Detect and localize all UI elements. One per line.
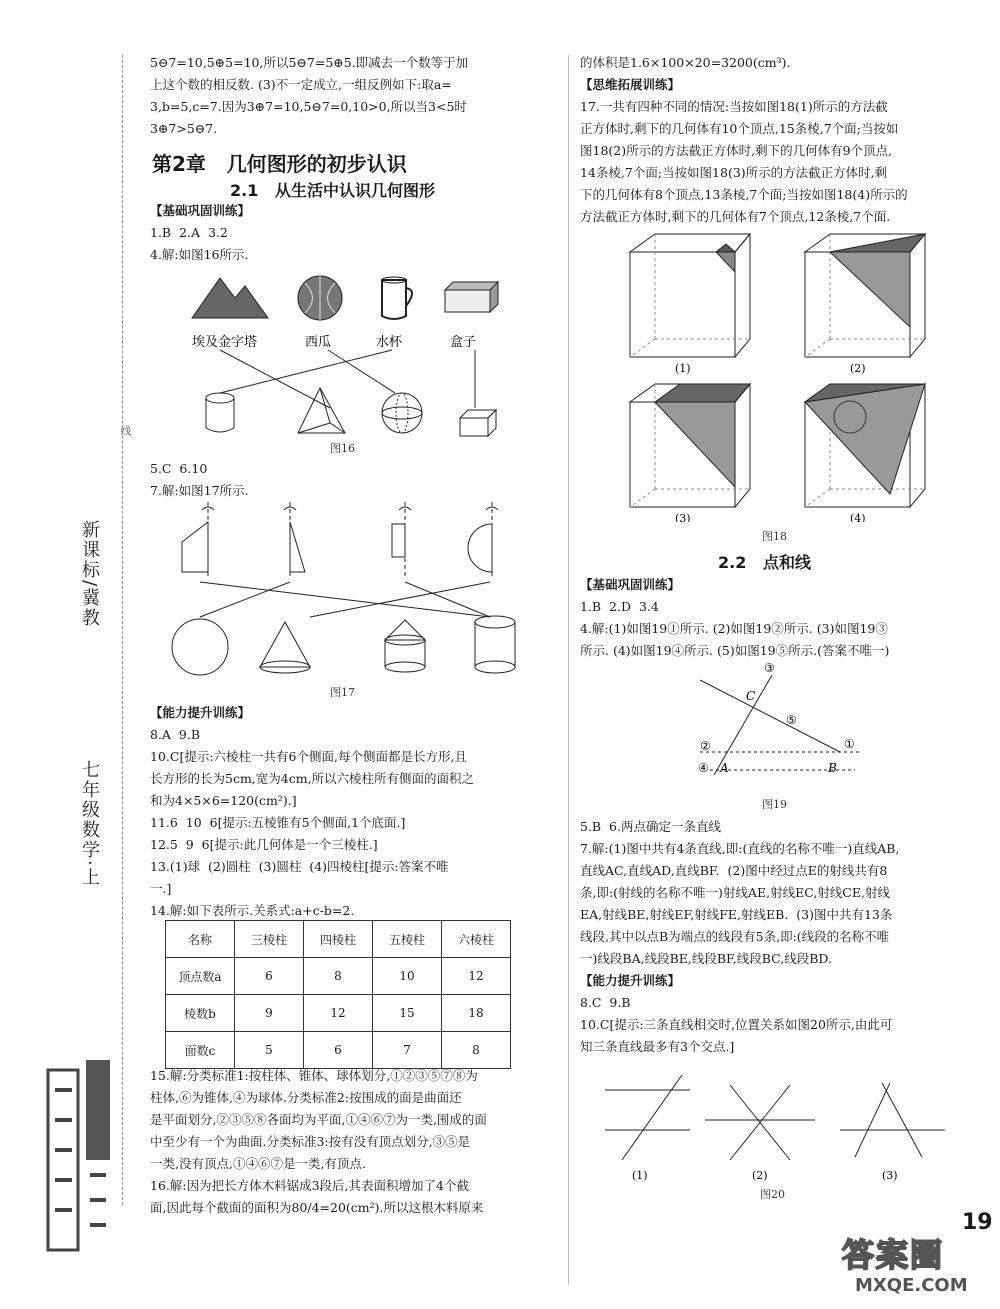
figure-19	[680, 660, 880, 780]
answer-17-line: 方法截正方体时,剩下的几何体有7个顶点,12条棱,7个面.	[580, 209, 891, 224]
answer-10-line: 10.C[提示:六棱柱一共有6个侧面,每个侧面都是长方形,且	[150, 749, 467, 764]
fig19-label: ②	[700, 739, 711, 753]
fig19-label: ③	[764, 661, 775, 675]
answers-8-9-right: 8.C 9.B	[580, 995, 631, 1010]
table-cell: 6	[304, 1032, 373, 1069]
fig16-label: 西瓜	[305, 335, 332, 350]
ability-heading: 【能力提升训练】	[150, 705, 251, 720]
fig16-label: 埃及金字塔	[192, 335, 258, 350]
answer-15-line: 中至少有一个为曲面.分类标准3:按有没有顶点划分,③⑤是	[150, 1134, 471, 1149]
fig19-label: ①	[844, 737, 855, 751]
answer-7: 7.解:如图17所示.	[150, 483, 249, 498]
answers-1-3-right: 1.B 2.D 3.4	[580, 599, 659, 614]
fig19-label: ④	[698, 761, 709, 775]
answers-5-6: 5.C 6.10	[150, 461, 208, 476]
answer-15-line: 柱体,⑥为锥体,④为球体.分类标准2:按围成的面是曲面还	[150, 1090, 462, 1105]
answer-15	[150, 1065, 487, 1175]
fig20-caption: 图20	[760, 1188, 785, 1201]
cube-4	[805, 384, 925, 507]
answer-12: 12.5 9 6[提示:此几何体是一个三棱柱.]	[150, 837, 378, 852]
chapter-title: 第2章 几何图形的初步认识	[152, 152, 407, 176]
answer-10-right	[580, 1014, 892, 1058]
answer-16	[150, 1175, 484, 1219]
box-picture	[445, 282, 498, 290]
figure-20-graphic	[600, 1075, 950, 1185]
fig20-label: (1)	[632, 1169, 648, 1182]
fig20-label: (3)	[882, 1169, 898, 1182]
properties-table	[165, 920, 511, 1069]
cube-label: (1)	[675, 362, 691, 375]
answer-10-line: 和为4×5×6=120(cm²).]	[150, 793, 297, 808]
right-top-line: 的体积是1.6×100×20=3200(cm³).	[580, 55, 791, 70]
answers-8-9: 8.A 9.B	[150, 727, 201, 742]
figure-19-graphic	[680, 660, 880, 780]
table-header-cell: 六棱柱	[442, 921, 511, 958]
section-2-2-title: 2.2 点和线	[718, 553, 812, 572]
sidebar-divider	[122, 55, 123, 1205]
fig19-label: A	[720, 761, 729, 775]
answer-17-line: 图18(2)所示的方法截正方体时,剩下的几何体有9个顶点,	[580, 143, 893, 158]
fig19-label: C	[746, 689, 756, 703]
figure-18	[620, 232, 940, 522]
answers-5-6-right: 5.B 6.两点确定一条直线	[580, 819, 721, 834]
answer-7-line: 线段,其中以点B为端点的线段有5条,即:(线段的名称不唯	[580, 929, 890, 944]
fig19-label: ⑤	[786, 713, 797, 727]
left-column	[150, 52, 560, 140]
thinking-heading: 【思维拓展训练】	[580, 77, 681, 92]
answer-16-line: 16.解:因为把长方体木料锯成3段后,其表面积增加了4个截	[150, 1178, 469, 1193]
figure-18-graphic	[620, 232, 940, 522]
figure-16	[180, 268, 520, 468]
table-cell: 12	[442, 958, 511, 995]
section-title: 2.1 从生活中认识几何图形	[230, 181, 436, 200]
sidebar	[0, 0, 140, 1309]
watermark-logo: 答案圈	[842, 1236, 945, 1274]
table-cell: 18	[442, 995, 511, 1032]
fig19-label: B	[828, 761, 837, 775]
table-header-cell: 三棱柱	[235, 921, 304, 958]
answer-7-line: 一)线段BA,线段BE,线段BF,线段BC,线段BD.	[580, 951, 832, 966]
answer-4: 4.解:如图16所示.	[150, 247, 249, 262]
fig16-caption: 图16	[330, 442, 355, 455]
table-row	[166, 958, 511, 995]
answer-7-line: EA,射线BE,射线EF,射线FE,射线EB. (3)图中共有13条	[580, 907, 893, 922]
answer-4-line: 所示. (4)如图19④所示. (5)如图19⑤所示.(答案不唯一)	[580, 643, 890, 658]
answer-10-line: 10.C[提示:三条直线相交时,位置关系如图20所示,由此可	[580, 1017, 893, 1032]
answer-13-line: 13.(1)球 (2)圆柱 (3)圆柱 (4)四棱柱[提示:答案不唯	[150, 859, 449, 874]
table-header-cell: 名称	[166, 921, 235, 958]
answer-10	[150, 746, 474, 812]
answer-13	[150, 856, 449, 900]
table-cell: 5	[235, 1032, 304, 1069]
answer-15-line: 是平面划分,②③⑤⑧各面均为平面,①④⑥⑦为一类,围成的面	[150, 1112, 487, 1127]
table-cell: 8	[304, 958, 373, 995]
cup-picture	[382, 280, 406, 319]
column-divider	[568, 55, 569, 1285]
sidebar-top-text: 新课标/冀教	[79, 520, 100, 629]
table-cell: 9	[235, 995, 304, 1032]
fig20-label: (2)	[752, 1169, 768, 1182]
table-header-row	[166, 921, 511, 958]
answer-13-line: 一.]	[150, 881, 172, 896]
answer-11: 11.6 10 6[提示:五棱锥有5个侧面,1个底面.]	[150, 815, 406, 830]
table-cell: 面数c	[166, 1032, 235, 1069]
answer-7-line: 7.解:(1)图中共有4条直线,即:(直线的名称不唯一)直线AB,	[580, 841, 900, 856]
figure-20	[600, 1075, 950, 1185]
answer-15-line: 一类,没有顶点,①④⑥⑦是一类,有顶点.	[150, 1156, 366, 1171]
answer-15-line: 15.解:分类标准1:按柱体、锥体、球体划分,①②③⑤⑦⑧为	[150, 1068, 478, 1083]
table-cell: 8	[442, 1032, 511, 1069]
cube-label: (4)	[850, 512, 866, 522]
basic-heading: 【基础巩固训练】	[150, 203, 251, 218]
fig17-caption: 图17	[330, 686, 355, 699]
answer-17-line: 正方体时,剩下的几何体有10个顶点,15条棱,7个面;当按如	[580, 121, 899, 136]
answer-7-line: 条,即:(射线的名称不唯一)射线AE,射线EC,射线CE,射线	[580, 885, 890, 900]
table-header-cell: 五棱柱	[373, 921, 442, 958]
answer-4-right	[580, 618, 889, 662]
intro-line: 3⊕7>5⊖7.	[150, 121, 218, 136]
fig16-label: 水杯	[376, 335, 403, 350]
cube-label: (3)	[675, 512, 691, 522]
cube-label: (2)	[850, 362, 866, 375]
answer-10-line: 知三条直线最多有3个交点.]	[580, 1039, 735, 1054]
basic-heading-2: 【基础巩固训练】	[580, 577, 681, 592]
cube-2	[805, 234, 925, 357]
brand-logo-graphic	[40, 1050, 120, 1260]
intro-line: 5⊖7=10,5⊕5=10,所以5⊖7=5⊕5.即减去一个数等于加	[150, 55, 469, 70]
table-row	[166, 995, 511, 1032]
answer-7-right	[580, 838, 899, 970]
watermark-url: MXQE.COM	[855, 1275, 968, 1296]
table-cell: 15	[373, 995, 442, 1032]
fig19-caption: 图19	[762, 798, 787, 811]
answer-17-line: 17.一共有四种不同的情况:当按如图18(1)所示的方法截	[580, 99, 888, 114]
table-cell: 顶点数a	[166, 958, 235, 995]
cube-3	[630, 384, 750, 507]
table-header-cell: 四棱柱	[304, 921, 373, 958]
answer-17-line: 14条棱,7个面;当按如图18(3)所示的方法截正方体时,剩	[580, 165, 888, 180]
figure-17	[160, 502, 540, 680]
answer-17	[580, 96, 908, 228]
ability-heading-2: 【能力提升训练】	[580, 973, 681, 988]
answer-10-line: 长方形的长为5cm,宽为4cm,所以六棱柱所有侧面的面积之	[150, 771, 475, 786]
table-cell: 12	[304, 995, 373, 1032]
table-cell: 10	[373, 958, 442, 995]
fig18-caption: 图18	[762, 530, 787, 543]
answer-16-line: 面,因此每个截面的面积为80/4=20(cm²).所以这根木料原来	[150, 1200, 484, 1215]
intro-line: 上这个数的相反数. (3)不一定成立,一组反例如下:取a=	[150, 77, 452, 92]
sidebar-bottom-text: 七年级数学·上	[79, 760, 100, 888]
answer-4-line: 4.解:(1)如图19①所示. (2)如图19②所示. (3)如图19③	[580, 621, 888, 636]
fig16-label: 盒子	[450, 335, 477, 350]
answers-1-3: 1.B 2.A 3.2	[150, 225, 228, 240]
table-cell: 棱数b	[166, 995, 235, 1032]
answer-17-line: 下的几何体有8个顶点,13条棱,7个面;当按如图18(4)所示的	[580, 187, 908, 202]
page-number: 19	[962, 1210, 993, 1235]
sidebar-cut-mark: 线	[119, 425, 132, 436]
intro-line: 3,b=5,c=7.因为3⊕7=10,5⊖7=0,10>0,所以当3<5时	[150, 99, 467, 114]
brand-logo	[40, 1050, 120, 1260]
pyramid-picture	[192, 278, 268, 318]
answer-7-line: 直线AC,直线AD,直线BF. (2)图中经过点E的射线共有8	[580, 863, 888, 878]
figure-17-graphic	[160, 502, 540, 680]
table-cell: 6	[235, 958, 304, 995]
figure-16-graphic	[180, 268, 520, 468]
table-cell: 7	[373, 1032, 442, 1069]
answer-14: 14.解:如下表所示.关系式:a+c-b=2.	[150, 903, 355, 918]
cube-1	[630, 234, 750, 357]
table-row	[166, 1032, 511, 1069]
